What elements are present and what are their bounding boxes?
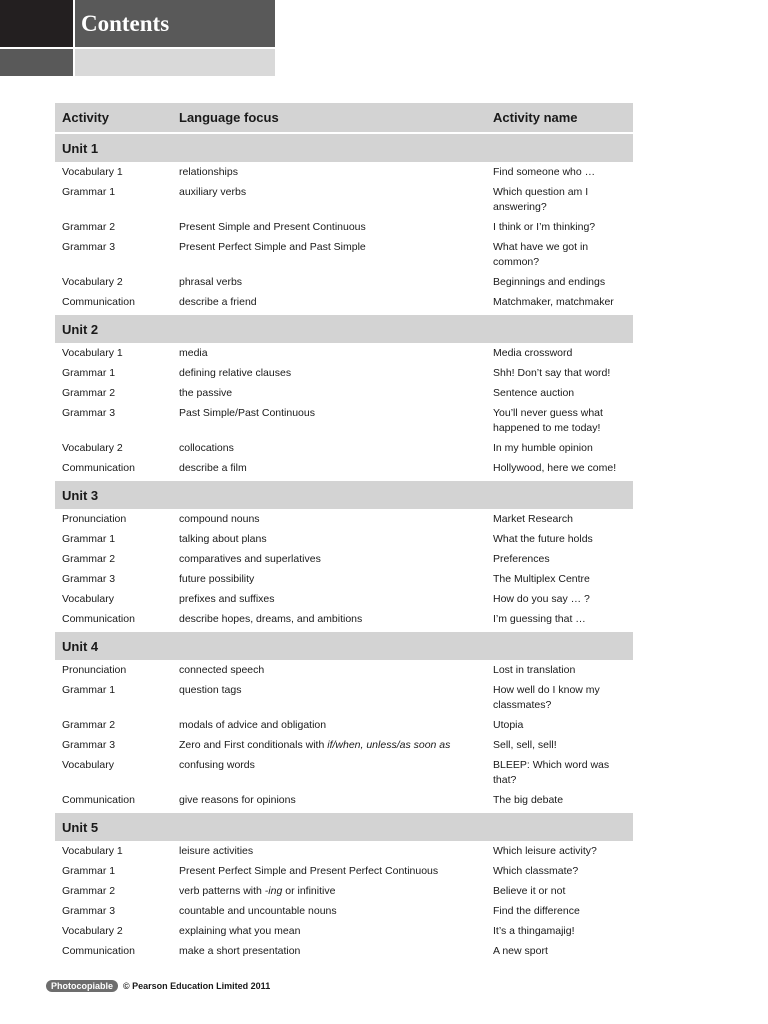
unit-header: Unit 4: [55, 632, 633, 660]
activity-name-cell: Sell, sell, sell!: [493, 739, 557, 751]
language-focus-cell: talking about plans: [179, 533, 267, 545]
column-header-activity-name: Activity name: [493, 110, 578, 125]
column-header-activity: Activity: [62, 110, 109, 125]
activity-name-cell: What have we got in common?: [493, 241, 589, 268]
language-focus-cell: give reasons for opinions: [179, 794, 296, 806]
activity-name-cell: Utopia: [493, 719, 524, 731]
activity-cell: Grammar 3: [62, 241, 116, 253]
activity-cell: Grammar 3: [62, 905, 116, 917]
unit-header: Unit 5: [55, 813, 633, 841]
activity-name-cell: Find someone who …: [493, 166, 596, 178]
table-row: [55, 550, 633, 570]
table-row: [55, 439, 633, 459]
activity-cell: Grammar 1: [62, 684, 116, 696]
footer: [46, 980, 270, 992]
activity-name-cell: Beginnings and endings: [493, 276, 606, 288]
table-row: [55, 218, 633, 238]
activity-name-cell: I think or I’m thinking?: [493, 221, 596, 233]
activity-name-cell: How do you say … ?: [493, 593, 590, 605]
activity-name-cell: It’s a thingamajig!: [493, 925, 575, 937]
header-dark-block: [0, 0, 73, 47]
language-focus-cell: Past Simple/Past Continuous: [179, 407, 315, 419]
language-focus-cell: confusing words: [179, 759, 255, 771]
language-focus-cell: describe a friend: [179, 296, 257, 308]
language-focus-cell: Present Perfect Simple and Present Perfect Continuous: [179, 865, 439, 877]
language-focus-cell: Present Simple and Present Continuous: [179, 221, 366, 233]
photocopiable-badge: Photocopiable: [46, 980, 118, 992]
activity-name-cell: Media crossword: [493, 347, 573, 359]
language-focus-cell: Present Perfect Simple and Past Simple: [179, 241, 366, 253]
table-row: [55, 384, 633, 404]
table-row: [55, 791, 633, 811]
activity-cell: Vocabulary 2: [62, 276, 123, 288]
activity-name-cell: Find the difference: [493, 905, 580, 917]
header-mid-block: [0, 49, 73, 76]
activity-cell: Grammar 2: [62, 553, 116, 565]
language-focus-cell: auxiliary verbs: [179, 186, 247, 198]
activity-cell: Vocabulary: [62, 593, 114, 605]
table-row: [55, 756, 633, 791]
activity-name-cell: Which question am I answering?: [493, 186, 589, 213]
activity-cell: Pronunciation: [62, 513, 127, 525]
language-focus-cell: explaining what you mean: [179, 925, 301, 937]
activity-cell: Communication: [62, 945, 135, 957]
table-row: [55, 343, 633, 364]
activity-cell: Communication: [62, 462, 135, 474]
table-row: [55, 364, 633, 384]
language-focus-cell: media: [179, 347, 208, 359]
language-focus-cell: leisure activities: [179, 845, 254, 857]
table-row: [55, 293, 633, 313]
language-focus-cell: future possibility: [179, 573, 255, 585]
activity-cell: Grammar 2: [62, 387, 116, 399]
activity-name-cell: Believe it or not: [493, 885, 566, 897]
page-title: Contents: [81, 11, 170, 36]
table-row: [55, 610, 633, 630]
table-row: [55, 841, 633, 862]
column-header-language-focus: Language focus: [179, 110, 279, 125]
column-headers: [55, 103, 633, 132]
activity-cell: Grammar 1: [62, 367, 116, 379]
language-focus-cell: verb patterns with -ing or infinitive: [179, 885, 336, 897]
table-row: [55, 660, 633, 681]
activity-cell: Communication: [62, 296, 135, 308]
table-row: [55, 922, 633, 942]
table-row: [55, 570, 633, 590]
activity-cell: Grammar 3: [62, 573, 116, 585]
activity-name-cell: A new sport: [493, 945, 548, 957]
language-focus-cell: the passive: [179, 387, 233, 399]
activity-cell: Grammar 2: [62, 719, 116, 731]
activity-name-cell: What the future holds: [493, 533, 593, 545]
activity-cell: Vocabulary: [62, 759, 114, 771]
table-row: [55, 509, 633, 530]
language-focus-cell: describe a film: [179, 462, 247, 474]
table-row: [55, 862, 633, 882]
table-row: [55, 459, 633, 479]
table-row: [55, 162, 633, 183]
language-focus-cell: phrasal verbs: [179, 276, 243, 288]
language-focus-cell: prefixes and suffixes: [179, 593, 275, 605]
copyright-text: © Pearson Education Limited 2011: [123, 981, 271, 991]
activity-name-cell: Sentence auction: [493, 387, 575, 399]
language-focus-cell: defining relative clauses: [179, 367, 292, 379]
unit-header: Unit 1: [55, 134, 633, 162]
activity-name-cell: Shh! Don’t say that word!: [493, 367, 611, 379]
activity-name-cell: Hollywood, here we come!: [493, 462, 617, 474]
units-container: [55, 134, 633, 962]
language-focus-cell: compound nouns: [179, 513, 260, 525]
activity-cell: Grammar 1: [62, 865, 116, 877]
language-focus-cell: modals of advice and obligation: [179, 719, 327, 731]
activity-cell: Vocabulary 2: [62, 442, 123, 454]
table-row: [55, 902, 633, 922]
activity-cell: Vocabulary 2: [62, 925, 123, 937]
activity-name-cell: In my humble opinion: [493, 442, 593, 454]
activity-cell: Grammar 1: [62, 186, 116, 198]
activity-name-cell: You’ll never guess what happened to me today!: [493, 407, 603, 434]
activity-name-cell: The Multiplex Centre: [493, 573, 590, 585]
activity-name-cell: How well do I know my classmates?: [493, 684, 600, 711]
unit-header: Unit 2: [55, 315, 633, 343]
table-row: [55, 590, 633, 610]
activity-cell: Grammar 2: [62, 221, 116, 233]
header-light-block: [75, 49, 275, 76]
table-row: [55, 736, 633, 756]
table-row: [55, 183, 633, 218]
activity-cell: Pronunciation: [62, 664, 127, 676]
activity-cell: Vocabulary 1: [62, 166, 123, 178]
activity-name-cell: Which leisure activity?: [493, 845, 597, 857]
activity-cell: Grammar 3: [62, 407, 116, 419]
table-row: [55, 273, 633, 293]
language-focus-cell: question tags: [179, 684, 242, 696]
language-focus-cell: make a short presentation: [179, 945, 301, 957]
table-row: [55, 716, 633, 736]
activity-name-cell: Which classmate?: [493, 865, 579, 877]
activity-name-cell: The big debate: [493, 794, 564, 806]
language-focus-cell: countable and uncountable nouns: [179, 905, 337, 917]
activity-cell: Grammar 3: [62, 739, 116, 751]
table-row: [55, 882, 633, 902]
contents-table: [55, 103, 633, 962]
table-row: [55, 942, 633, 962]
activity-name-cell: Matchmaker, matchmaker: [493, 296, 614, 308]
activity-cell: Grammar 2: [62, 885, 116, 897]
activity-cell: Grammar 1: [62, 533, 116, 545]
table-row: [55, 404, 633, 439]
language-focus-cell: relationships: [179, 166, 238, 178]
activity-name-cell: I’m guessing that …: [493, 613, 586, 625]
language-focus-cell: connected speech: [179, 664, 265, 676]
activity-name-cell: Lost in translation: [493, 664, 576, 676]
table-row: [55, 238, 633, 273]
language-focus-cell: comparatives and superlatives: [179, 553, 321, 565]
unit-header: Unit 3: [55, 481, 633, 509]
table-row: [55, 530, 633, 550]
language-focus-cell: collocations: [179, 442, 234, 454]
activity-name-cell: Market Research: [493, 513, 573, 525]
activity-name-cell: BLEEP: Which word was that?: [493, 759, 610, 786]
language-focus-cell: describe hopes, dreams, and ambitions: [179, 613, 363, 625]
language-focus-cell: Zero and First conditionals with if/when, unless/as soon as: [179, 739, 451, 751]
activity-cell: Vocabulary 1: [62, 845, 123, 857]
activity-cell: Vocabulary 1: [62, 347, 123, 359]
activity-name-cell: Preferences: [493, 553, 550, 565]
table-row: [55, 681, 633, 716]
activity-cell: Communication: [62, 613, 135, 625]
activity-cell: Communication: [62, 794, 135, 806]
